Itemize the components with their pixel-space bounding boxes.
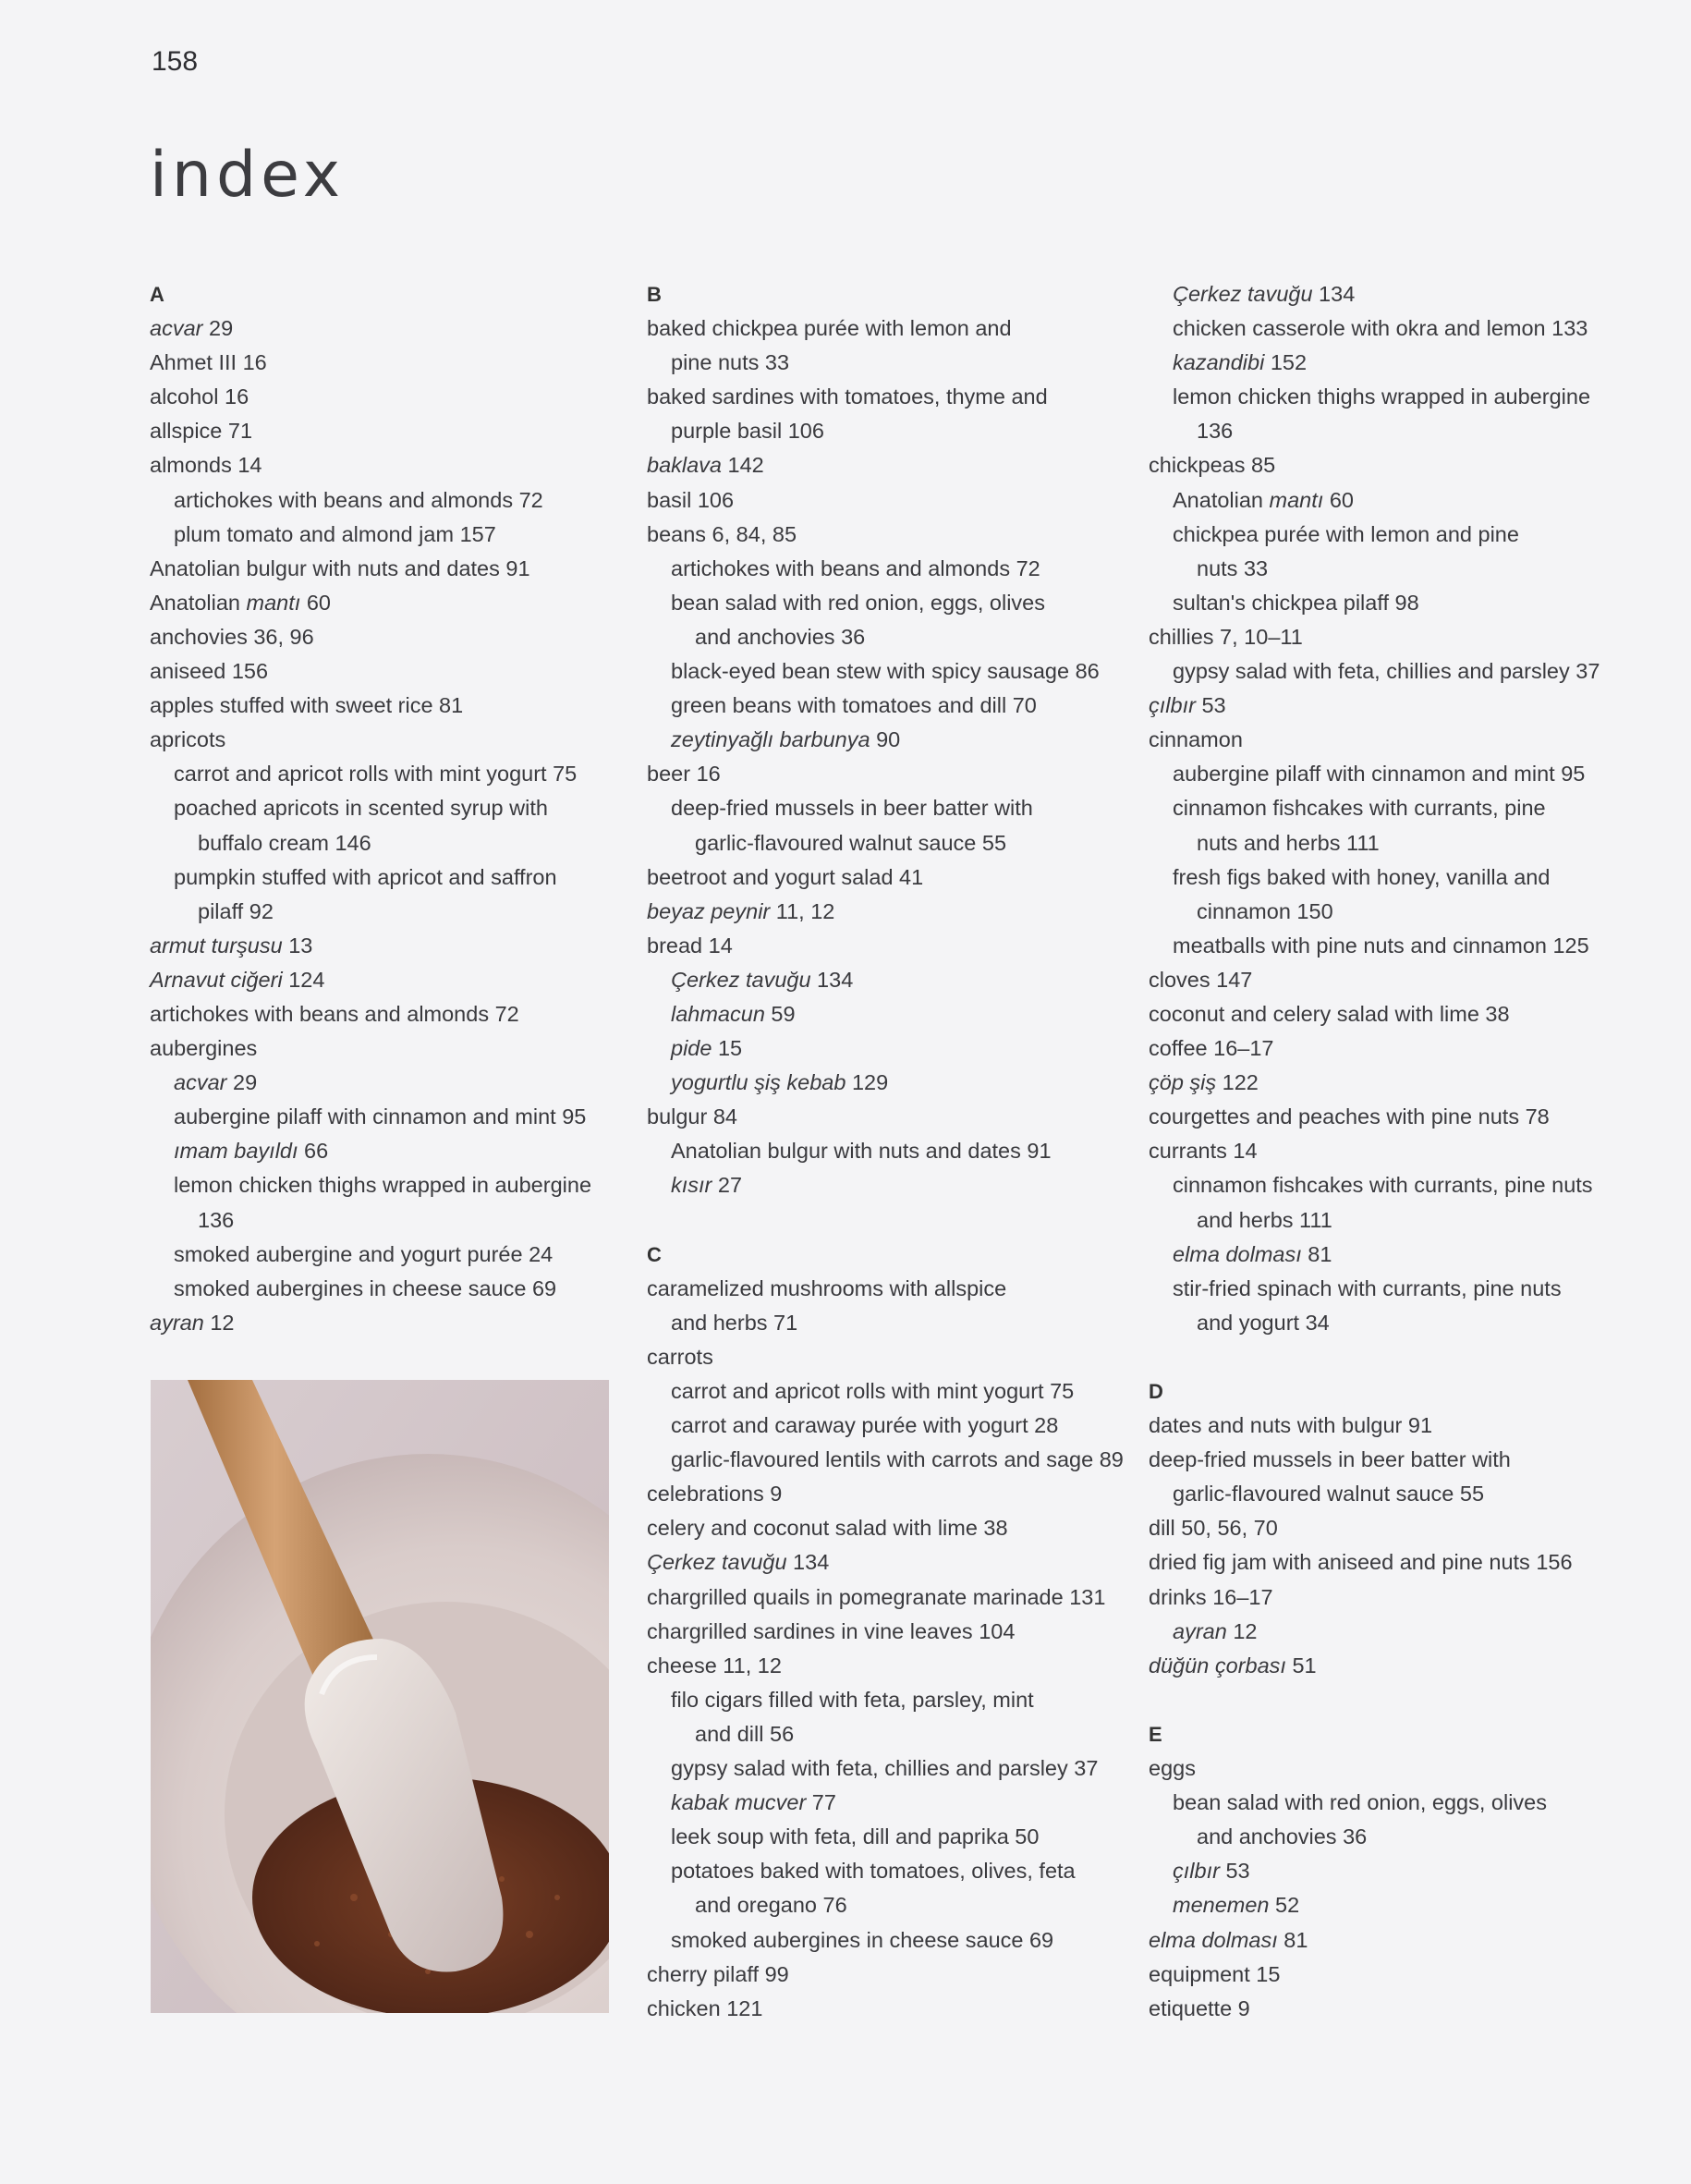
index-entry: kabak mucver 77 [671, 1790, 836, 1815]
index-column-2 [647, 277, 1146, 2026]
index-entry: dill 50, 56, 70 [1149, 1516, 1278, 1541]
page-number: 158 [152, 46, 199, 77]
index-entry: and herbs 111 [1197, 1207, 1332, 1232]
index-entry: and yogurt 34 [1197, 1310, 1330, 1335]
index-entry: carrots [647, 1344, 713, 1369]
index-entry: filo cigars filled with feta, parsley, mint [671, 1687, 1034, 1712]
index-entry: ımam bayıldı 66 [174, 1139, 329, 1164]
mortar-pestle-illustration [151, 1380, 609, 2013]
index-entry: chargrilled sardines in vine leaves 104 [647, 1618, 1016, 1643]
index-entry: black-eyed bean stew with spicy sausage 86 [671, 659, 1100, 684]
index-entry: deep-fried mussels in beer batter with [671, 796, 1033, 821]
index-entry: aubergine pilaff with cinnamon and mint 95 [1173, 762, 1586, 787]
index-entry: leek soup with feta, dill and paprika 50 [671, 1824, 1040, 1849]
index-entry: poached apricots in scented syrup with [174, 796, 548, 821]
index-entry: chickpeas 85 [1149, 453, 1276, 478]
index-entry: ayran 12 [1173, 1618, 1258, 1643]
index-entry: cinnamon 150 [1197, 898, 1333, 923]
index-entry: düğün çorbası 51 [1149, 1653, 1317, 1678]
index-entry: nuts 33 [1197, 555, 1269, 580]
index-entry: Ahmet III 16 [150, 350, 267, 375]
index-entry: artichokes with beans and almonds 72 [150, 1001, 519, 1026]
index-entry: stir-fried spinach with currants, pine nuts [1173, 1275, 1562, 1300]
index-entry: elma dolması 81 [1173, 1241, 1332, 1266]
index-entry: aniseed 156 [150, 659, 269, 684]
index-entry: caramelized mushrooms with allspice [647, 1275, 1007, 1300]
index-entry: meatballs with pine nuts and cinnamon 125 [1173, 933, 1589, 958]
index-entry: bulgur 84 [647, 1104, 737, 1129]
index-entry: beans 6, 84, 85 [647, 521, 797, 546]
index-entry: lahmacun 59 [671, 1001, 796, 1026]
index-entry: nuts and herbs 111 [1197, 830, 1380, 855]
index-entry: plum tomato and almond jam 157 [174, 521, 496, 546]
index-entry: garlic-flavoured walnut sauce 55 [1173, 1482, 1485, 1507]
index-entry: elma dolması 81 [1149, 1927, 1308, 1952]
index-entry: menemen 52 [1173, 1893, 1300, 1918]
index-entry: equipment 15 [1149, 1961, 1281, 1986]
index-entry: fresh figs baked with honey, vanilla and [1173, 864, 1551, 889]
page-title: index [150, 139, 346, 212]
index-entry: bean salad with red onion, eggs, olives [1173, 1790, 1547, 1815]
index-letter-heading: C [647, 1242, 662, 1266]
index-entry: allspice 71 [150, 419, 253, 444]
index-entry: çılbır 53 [1173, 1859, 1250, 1884]
index-letter-heading: E [1149, 1722, 1162, 1746]
index-entry: and oregano 76 [695, 1893, 847, 1918]
index-entry: Çerkez tavuğu 134 [671, 967, 854, 992]
index-entry: dates and nuts with bulgur 91 [1149, 1413, 1433, 1438]
index-entry: basil 106 [647, 487, 735, 512]
index-entry: deep-fried mussels in beer batter with [1149, 1447, 1511, 1472]
index-entry: chillies 7, 10–11 [1149, 624, 1303, 649]
index-entry: gypsy salad with feta, chillies and parsley 37 [671, 1756, 1099, 1781]
index-letter-heading: D [1149, 1380, 1163, 1403]
index-entry: bread 14 [647, 933, 733, 958]
index-entry: coffee 16–17 [1149, 1036, 1274, 1061]
index-entry: and herbs 71 [671, 1310, 798, 1335]
index-entry: apricots [150, 727, 226, 752]
index-entry: beetroot and yogurt salad 41 [647, 864, 924, 889]
index-entry: smoked aubergine and yogurt purée 24 [174, 1241, 554, 1266]
index-entry: pilaff 92 [198, 898, 274, 923]
index-entry: apples stuffed with sweet rice 81 [150, 693, 464, 718]
index-entry: lemon chicken thighs wrapped in aubergine [174, 1173, 592, 1198]
index-entry: baked chickpea purée with lemon and [647, 316, 1012, 341]
index-entry: cloves 147 [1149, 967, 1253, 992]
index-entry: gypsy salad with feta, chillies and parsley 37 [1173, 659, 1600, 684]
index-spacer [647, 1203, 1146, 1238]
index-entry: sultan's chickpea pilaff 98 [1173, 590, 1419, 615]
index-entry: Çerkez tavuğu 134 [1173, 282, 1356, 306]
index-spacer [1149, 1683, 1666, 1717]
index-entry: çöp şiş 122 [1149, 1070, 1259, 1095]
index-entry: artichokes with beans and almonds 72 [671, 555, 1040, 580]
index-entry: and dill 56 [695, 1721, 795, 1746]
index-entry: alcohol 16 [150, 384, 249, 409]
index-entry: courgettes and peaches with pine nuts 78 [1149, 1104, 1550, 1129]
index-entry: green beans with tomatoes and dill 70 [671, 693, 1037, 718]
index-entry: pide 15 [671, 1036, 743, 1061]
index-entry: bean salad with red onion, eggs, olives [671, 590, 1045, 615]
index-entry: cherry pilaff 99 [647, 1961, 789, 1986]
index-entry: garlic-flavoured walnut sauce 55 [695, 830, 1007, 855]
index-entry: smoked aubergines in cheese sauce 69 [174, 1275, 557, 1300]
index-entry: yogurtlu şiş kebab 129 [671, 1070, 889, 1095]
index-entry: garlic-flavoured lentils with carrots and sage 89 [671, 1447, 1124, 1472]
index-entry: baklava 142 [647, 453, 764, 478]
index-entry: almonds 14 [150, 453, 262, 478]
index-letter-heading: B [647, 283, 662, 306]
index-entry: çılbır 53 [1149, 693, 1226, 718]
index-entry: kazandibi 152 [1173, 350, 1308, 375]
index-entry: chargrilled quails in pomegranate marinade 131 [647, 1584, 1106, 1609]
index-entry: currants 14 [1149, 1139, 1258, 1164]
index-column-3 [1149, 277, 1666, 2026]
index-entry: purple basil 106 [671, 419, 824, 444]
index-entry: smoked aubergines in cheese sauce 69 [671, 1927, 1054, 1952]
index-entry: pine nuts 33 [671, 350, 790, 375]
index-entry: potatoes baked with tomatoes, olives, feta [671, 1859, 1076, 1884]
index-entry: beyaz peynir 11, 12 [647, 898, 835, 923]
index-entry: chickpea purée with lemon and pine [1173, 521, 1519, 546]
index-entry: Çerkez tavuğu 134 [647, 1550, 830, 1575]
index-entry: buffalo cream 146 [198, 830, 371, 855]
index-column-1 [150, 277, 639, 1340]
index-entry: baked sardines with tomatoes, thyme and [647, 384, 1048, 409]
index-entry: anchovies 36, 96 [150, 624, 314, 649]
index-entry: carrot and caraway purée with yogurt 28 [671, 1413, 1059, 1438]
index-entry: aubergines [150, 1036, 258, 1061]
index-entry: chicken casserole with okra and lemon 133 [1173, 316, 1588, 341]
index-letter-heading: A [150, 283, 164, 306]
index-entry: Anatolian mantı 60 [150, 590, 331, 615]
index-entry: drinks 16–17 [1149, 1584, 1273, 1609]
index-entry: etiquette 9 [1149, 1995, 1250, 2020]
index-entry: acvar 29 [150, 316, 234, 341]
index-entry: kısır 27 [671, 1173, 743, 1198]
index-entry: carrot and apricot rolls with mint yogurt 75 [174, 762, 578, 787]
index-entry: dried fig jam with aniseed and pine nuts 156 [1149, 1550, 1573, 1575]
index-entry: cinnamon [1149, 727, 1243, 752]
index-entry: celebrations 9 [647, 1482, 783, 1507]
index-entry: ayran 12 [150, 1310, 235, 1335]
index-entry: 136 [1197, 419, 1234, 444]
index-entry: celery and coconut salad with lime 38 [647, 1516, 1008, 1541]
index-entry: coconut and celery salad with lime 38 [1149, 1001, 1510, 1026]
index-entry: Anatolian mantı 60 [1173, 487, 1354, 512]
index-entry: and anchovies 36 [1197, 1824, 1368, 1849]
index-entry: Anatolian bulgur with nuts and dates 91 [150, 555, 530, 580]
index-entry: cinnamon fishcakes with currants, pine [1173, 796, 1546, 821]
index-entry: carrot and apricot rolls with mint yogurt 75 [671, 1379, 1075, 1403]
index-entry: armut turşusu 13 [150, 933, 313, 958]
index-entry: acvar 29 [174, 1070, 258, 1095]
index-entry: artichokes with beans and almonds 72 [174, 487, 543, 512]
index-entry: lemon chicken thighs wrapped in aubergine [1173, 384, 1591, 409]
index-entry: pumpkin stuffed with apricot and saffron [174, 864, 557, 889]
index-entry: cinnamon fishcakes with currants, pine nuts [1173, 1173, 1593, 1198]
mortar-and-pestle-photo [151, 1380, 609, 2013]
index-entry: aubergine pilaff with cinnamon and mint 95 [174, 1104, 587, 1129]
index-entry: cheese 11, 12 [647, 1653, 782, 1678]
index-entry: Anatolian bulgur with nuts and dates 91 [671, 1139, 1052, 1164]
index-entry: and anchovies 36 [695, 624, 866, 649]
index-entry: beer 16 [647, 762, 721, 787]
index-entry: zeytinyağlı barbunya 90 [671, 727, 901, 752]
index-spacer [1149, 1340, 1666, 1374]
index-entry: chicken 121 [647, 1995, 763, 2020]
index-entry: eggs [1149, 1756, 1196, 1781]
index-entry: Arnavut ciğeri 124 [150, 967, 325, 992]
index-entry: 136 [198, 1207, 235, 1232]
